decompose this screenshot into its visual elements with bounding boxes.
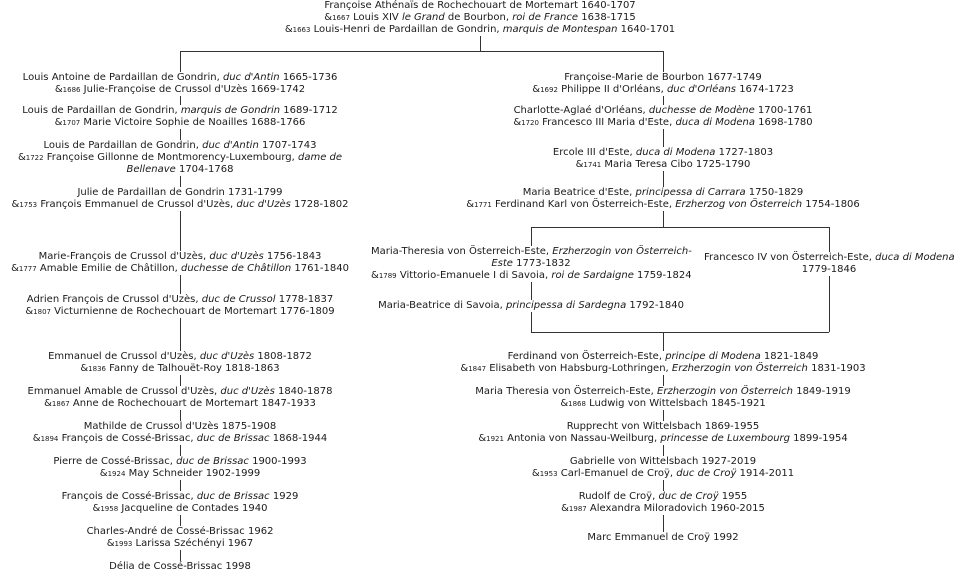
title-text: Erzherzogin von Österreich: [657, 386, 794, 397]
spouse-line: [10, 199, 350, 211]
person-line: [443, 532, 883, 544]
person-line: [10, 351, 350, 363]
person-line: [453, 187, 873, 199]
title-text: principe di Modena: [665, 351, 761, 362]
name-text: &: [106, 538, 115, 549]
name-text: 1704-1768: [175, 164, 234, 175]
name-text: 1640-1701: [617, 24, 676, 35]
spouse-line: [10, 538, 350, 550]
person-line: [443, 386, 883, 398]
person-line: [453, 147, 873, 159]
person-entry: [10, 351, 350, 375]
name-text: Rupprecht von Wittelsbach 1869-1955: [566, 421, 760, 432]
connector-line: [663, 410, 664, 421]
name-text: François de Cossé-Brissac,: [58, 433, 197, 444]
marriage-date: 1921: [486, 435, 504, 443]
name-text: 1727-1803: [715, 147, 774, 158]
marriage-date: 1707: [62, 119, 81, 127]
connector-line: [663, 129, 664, 147]
person-entry: [10, 251, 350, 275]
marriage-date: 1987: [568, 505, 587, 513]
title-text: duca di Modena: [635, 147, 716, 158]
name-text: Ferdinand Karl von Österreich-Este,: [491, 199, 676, 210]
name-text: 1773-1832: [512, 258, 571, 269]
title-text: duc d'Uzès: [220, 386, 275, 397]
person-entry: [704, 252, 954, 276]
spouse-line: [10, 263, 350, 275]
title-text: roi de France: [512, 12, 579, 23]
spouse-line: [10, 306, 350, 318]
name-text: 1750-1829: [745, 187, 804, 198]
title-text: Erzherzog von Österreich: [675, 199, 803, 210]
connector-line: [663, 171, 664, 187]
name-text: de Bourbon,: [444, 12, 513, 23]
name-text: Francesco IV von Österreich-Este,: [704, 252, 876, 263]
marriage-date: 1894: [40, 435, 59, 443]
name-text: François Emmanuel de Crussol d'Uzès,: [37, 199, 237, 210]
title-text: Bellenave: [126, 164, 176, 175]
name-text: Julie-Françoise de Crussol d'Uzès 1669-1742: [80, 84, 306, 95]
person-entry: [10, 105, 350, 129]
name-text: &: [54, 117, 63, 128]
spouse-line: [704, 264, 954, 276]
title-text: duc de Croÿ: [658, 491, 719, 502]
name-text: &: [460, 363, 469, 374]
connector-line: [531, 282, 532, 300]
title-text: duc d'Uzès: [199, 351, 255, 362]
name-text: Mathilde de Crussol d'Uzès 1875-1908: [83, 421, 277, 432]
name-text: &: [54, 84, 63, 95]
spouse-line: [453, 84, 873, 96]
name-text: 1955: [718, 491, 748, 502]
connector-line: [480, 36, 481, 51]
name-text: Louis de Pardaillan de Gondrin,: [43, 140, 203, 151]
spouse-line: [10, 84, 350, 96]
person-entry: [10, 294, 350, 318]
name-text: Victurnienne de Rochechouart de Mortemart 1776-1809: [50, 306, 335, 317]
spouse-line: [443, 363, 883, 375]
person-line: [10, 561, 350, 573]
connector-line: [663, 211, 664, 227]
name-text: 1689-1712: [280, 105, 338, 116]
person-line: [443, 351, 883, 363]
name-text: &: [32, 433, 41, 444]
name-text: Maria Theresia von Österreich-Este,: [475, 386, 658, 397]
spouse-line: [371, 258, 691, 270]
name-text: 1778-1837: [275, 294, 334, 305]
name-text: Marc Emmanuel de Croÿ 1992: [587, 532, 739, 543]
name-text: &: [92, 503, 101, 514]
person-line: [10, 491, 350, 503]
marriage-date: 1722: [25, 154, 44, 162]
name-text: Françoise Athénaïs de Rochechouart de Mortemart 1640-1707: [324, 0, 636, 11]
name-text: Ferdinand von Österreich-Este,: [507, 351, 666, 362]
person-entry: [10, 187, 350, 211]
person-entry: [10, 72, 350, 96]
name-text: Françoise-Marie de Bourbon 1677-1749: [564, 72, 762, 83]
name-text: Maria Beatrice d'Este,: [522, 187, 636, 198]
title-text: duc de Brissac: [196, 433, 270, 444]
name-text: Elisabeth von Habsburg-Lothringen,: [486, 363, 672, 374]
name-text: May Schneider 1902-1999: [125, 468, 261, 479]
spouse-line: [10, 363, 350, 375]
name-text: &: [513, 117, 522, 128]
name-text: Charlotte-Aglaé d'Orléans,: [513, 105, 649, 116]
name-text: &: [11, 263, 19, 274]
marriage-date: 1953: [539, 470, 558, 478]
person-line: [453, 105, 873, 117]
name-text: Philippe II d'Orléans,: [557, 84, 667, 95]
marriage-date: 1867: [51, 400, 70, 408]
name-text: Anne de Rochechouart de Mortemart 1847-1933: [69, 398, 316, 409]
person-line: [453, 72, 873, 84]
name-text: 1914-2011: [736, 468, 795, 479]
name-text: &: [532, 84, 541, 95]
name-text: &: [560, 398, 569, 409]
name-text: 1792-1840: [626, 300, 684, 311]
spouse-line: [443, 503, 883, 515]
name-text: 1707-1743: [258, 140, 317, 151]
person-line: [443, 491, 883, 503]
connector-line: [829, 276, 830, 332]
marriage-date: 1958: [100, 505, 119, 513]
title-text: Este: [491, 258, 513, 269]
person-entry: [453, 105, 873, 129]
name-text: 1849-1919: [793, 386, 851, 397]
name-text: 1900-1993: [248, 456, 307, 467]
title-text: duc de Brissac: [176, 456, 249, 467]
connector-line: [663, 51, 664, 72]
name-text: &: [478, 433, 487, 444]
person-entry: [10, 561, 350, 573]
person-entry: [443, 421, 883, 445]
name-text: 1840-1878: [274, 386, 333, 397]
marriage-date: 1847: [468, 365, 487, 373]
connector-line: [180, 96, 181, 105]
person-entry: [10, 386, 350, 410]
person-line: [10, 294, 350, 306]
name-text: Pierre de Cossé-Brissac,: [53, 456, 177, 467]
name-text: 1868-1944: [269, 433, 328, 444]
connector-line: [531, 332, 829, 333]
title-text: principessa di Carrara: [635, 187, 746, 198]
title-text: Erzherzogin von Österreich: [671, 363, 808, 374]
spouse-line: [443, 433, 883, 445]
spouse-line: [10, 117, 350, 129]
person-line: [371, 246, 691, 258]
connector-line: [180, 375, 181, 386]
title-text: duc de Brissac: [196, 491, 270, 502]
name-text: Maria-Beatrice di Savoia,: [378, 300, 506, 311]
name-text: Louis-Henri de Pardaillan de Gondrin,: [310, 24, 503, 35]
name-text: 1779-1846: [801, 264, 857, 275]
name-text: &: [25, 306, 34, 317]
spouse-line: [453, 159, 873, 171]
title-text: duc d'Antin: [202, 140, 259, 151]
title-text: duc de Croÿ: [676, 468, 737, 479]
name-text: 1728-1802: [290, 199, 349, 210]
person-entry: [10, 491, 350, 515]
person-entry: [10, 421, 350, 445]
connector-line: [180, 275, 181, 294]
connector-line: [531, 312, 532, 332]
spouse-line: [260, 24, 700, 36]
connector-line: [180, 318, 181, 351]
name-text: Julie de Pardaillan de Gondrin 1731-1799: [77, 187, 283, 198]
name-text: &: [99, 468, 108, 479]
name-text: Maria Teresa Cibo 1725-1790: [601, 159, 751, 170]
connector-line: [180, 51, 181, 72]
person-entry: [443, 351, 883, 375]
person-line: [10, 251, 350, 263]
marriage-date: 1720: [521, 119, 539, 127]
marriage-date: 1753: [19, 201, 38, 209]
name-text: 1929: [269, 491, 299, 502]
connector-line: [180, 445, 181, 456]
person-line: [443, 456, 883, 468]
name-text: 1756-1843: [263, 251, 322, 262]
marriage-date: 1836: [88, 365, 106, 373]
spouse-line: [443, 398, 883, 410]
name-text: &: [44, 398, 52, 409]
name-text: Adrien François de Crussol d'Uzès,: [26, 294, 202, 305]
name-text: &: [324, 12, 333, 23]
name-text: Gabrielle von Wittelsbach 1927-2019: [569, 456, 757, 467]
person-line: [10, 386, 350, 398]
name-text: 1754-1806: [802, 199, 860, 210]
name-text: 1899-1954: [790, 433, 848, 444]
person-line: [443, 421, 883, 433]
marriage-date: 1686: [62, 86, 81, 94]
person-entry: [10, 526, 350, 550]
connector-line: [663, 515, 664, 532]
spouse-line: [10, 433, 350, 445]
marriage-date: 1771: [474, 201, 492, 209]
person-line: [704, 252, 954, 264]
person-entry: [443, 532, 883, 544]
name-text: Louis XIV: [349, 12, 402, 23]
spouse-line: [453, 199, 873, 211]
name-text: Maria-Theresia von Österreich-Este,: [371, 246, 553, 257]
name-text: François de Cossé-Brissac,: [61, 491, 197, 502]
name-text: &: [531, 468, 540, 479]
name-text: 1674-1723: [736, 84, 794, 95]
marriage-date: 1667: [332, 14, 350, 22]
spouse-line: [10, 503, 350, 515]
person-line: [10, 456, 350, 468]
spouse-line: [453, 117, 873, 129]
name-text: Louis Antoine de Pardaillan de Gondrin,: [22, 72, 223, 83]
name-text: Marie Victoire Sophie de Noailles 1688-1766: [80, 117, 306, 128]
marriage-date: 1663: [292, 26, 311, 34]
name-text: 1698-1780: [754, 117, 813, 128]
connector-line: [531, 227, 532, 246]
title-text: le Grand: [401, 12, 445, 23]
name-text: &: [284, 24, 293, 35]
connector-line: [663, 445, 664, 456]
name-text: &: [561, 503, 569, 514]
name-text: Jacqueline de Contades 1940: [118, 503, 268, 514]
name-text: Charles-André de Cossé-Brissac 1962: [86, 526, 274, 537]
person-entry: [453, 187, 873, 211]
name-text: Francesco III Maria d'Este,: [538, 117, 676, 128]
name-text: Emmanuel de Crussol d'Uzès,: [48, 351, 200, 362]
person-entry: [260, 0, 700, 36]
marriage-date: 1993: [114, 540, 133, 548]
name-text: 1831-1903: [807, 363, 866, 374]
spouse-line: [10, 164, 350, 176]
name-text: Françoise Gillonne de Montmorency-Luxembourg,: [43, 152, 298, 163]
name-text: Délia de Cossé-Brissac 1998: [109, 561, 251, 572]
person-line: [10, 187, 350, 199]
connector-line: [531, 227, 829, 228]
connector-line: [829, 227, 830, 252]
person-line: [10, 105, 350, 117]
connector-line: [663, 332, 664, 351]
spouse-line: [260, 12, 700, 24]
name-text: Fanny de Talhouët-Roy 1818-1863: [105, 363, 280, 374]
person-line: [10, 421, 350, 433]
connector-line: [180, 480, 181, 491]
marriage-date: 1868: [568, 400, 586, 408]
person-entry: [453, 72, 873, 96]
name-text: &: [80, 363, 89, 374]
person-line: [10, 526, 350, 538]
spouse-line: [10, 468, 350, 480]
name-text: Ercole III d'Este,: [552, 147, 636, 158]
person-entry: [371, 300, 691, 312]
title-text: duchesse de Châtillon: [180, 263, 292, 274]
title-text: duc d'Uzès: [236, 199, 291, 210]
connector-line: [663, 375, 664, 386]
person-entry: [443, 491, 883, 515]
title-text: Erzherzogin von Österreich-: [552, 246, 692, 257]
name-text: Emmanuel Amable de Crussol d'Uzès,: [27, 386, 221, 397]
marriage-date: 1924: [107, 470, 126, 478]
spouse-line: [10, 398, 350, 410]
spouse-line: [10, 152, 350, 164]
name-text: Alexandra Miloradovich 1960-2015: [586, 503, 765, 514]
title-text: duc de Crussol: [201, 294, 276, 305]
marriage-date: 1789: [378, 272, 397, 280]
title-text: marquis de Montespan: [502, 24, 618, 35]
name-text: 1821-1849: [760, 351, 819, 362]
name-text: Carl-Emanuel de Croÿ,: [557, 468, 677, 479]
marriage-date: 1807: [33, 308, 51, 316]
person-line: [371, 300, 691, 312]
marriage-date: 1692: [540, 86, 558, 94]
person-entry: [453, 147, 873, 171]
name-text: Marie-François de Crussol d'Uzès,: [38, 251, 210, 262]
person-line: [10, 72, 350, 84]
name-text: &: [575, 159, 584, 170]
person-entry: [371, 246, 691, 282]
name-text: 1665-1736: [279, 72, 338, 83]
name-text: &: [17, 152, 26, 163]
name-text: Louis de Pardaillan de Gondrin,: [22, 105, 181, 116]
connector-line: [180, 176, 181, 187]
person-entry: [10, 456, 350, 480]
title-text: duc d'Uzès: [209, 251, 264, 262]
marriage-date: 1741: [583, 161, 602, 169]
connector-line: [180, 211, 181, 251]
name-text: 1638-1715: [578, 12, 636, 23]
connector-line: [663, 96, 664, 105]
person-entry: [10, 140, 350, 176]
connector-line: [663, 480, 664, 491]
connector-line: [180, 550, 181, 561]
title-text: duca di Modena: [675, 117, 755, 128]
connector-line: [180, 51, 663, 52]
spouse-line: [371, 270, 691, 282]
name-text: 1700-1761: [754, 105, 813, 116]
spouse-line: [443, 468, 883, 480]
person-line: [10, 140, 350, 152]
title-text: marquis de Gondrin: [180, 105, 281, 116]
name-text: &: [371, 270, 379, 281]
name-text: Vittorio-Emanuele I di Savoia,: [396, 270, 552, 281]
name-text: &: [11, 199, 20, 210]
title-text: principessa di Sardegna: [505, 300, 627, 311]
person-entry: [443, 456, 883, 480]
connector-line: [180, 515, 181, 526]
name-text: 1808-1872: [254, 351, 312, 362]
person-line: [260, 0, 700, 12]
connector-line: [180, 410, 181, 421]
title-text: duc d'Orléans: [666, 84, 737, 95]
marriage-date: 1777: [18, 265, 37, 273]
name-text: 1759-1824: [633, 270, 692, 281]
title-text: roi de Sardaigne: [551, 270, 634, 281]
name-text: Ludwig von Wittelsbach 1845-1921: [585, 398, 766, 409]
name-text: Larissa Széchényi 1967: [132, 538, 254, 549]
connector-line: [180, 129, 181, 140]
name-text: Rudolf de Croÿ,: [578, 491, 659, 502]
name-text: 1761-1840: [291, 263, 349, 274]
name-text: &: [466, 199, 475, 210]
person-entry: [443, 386, 883, 410]
name-text: Antonia von Nassau-Weilburg,: [503, 433, 661, 444]
title-text: duca di Modena: [875, 252, 955, 263]
title-text: duchesse de Modène: [648, 105, 755, 116]
title-text: dame de: [297, 152, 343, 163]
title-text: duc d'Antin: [222, 72, 280, 83]
title-text: princesse de Luxembourg: [660, 433, 790, 444]
name-text: Amable Emilie de Châtillon,: [36, 263, 181, 274]
